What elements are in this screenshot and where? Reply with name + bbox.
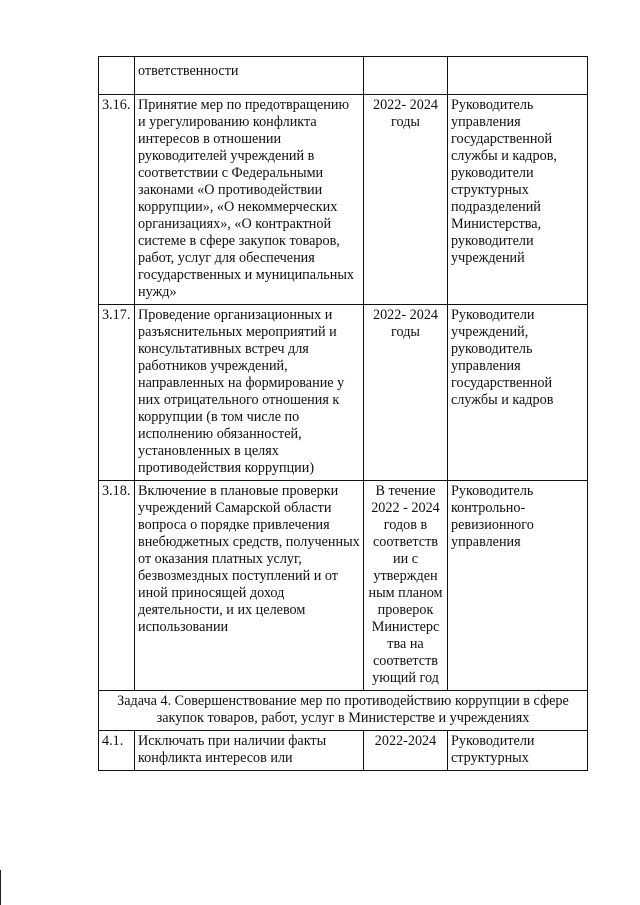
term-cell: 2022- 2024 годы	[364, 95, 448, 305]
measure-cell: ответственности	[135, 57, 364, 95]
anticorruption-plan-table	[98, 56, 588, 771]
row-number: 3.16.	[99, 95, 135, 305]
measure-cell: Принятие мер по предотвращению и урегулированию конфликта интересов в отношении руководителей учреждений в соответствии с Федеральными законами «О противодействии коррупции», «О некоммерческих организациях», «О контрактной системе в сфере закупок товаров, работ, услуг для обеспечения государственных и муниципальных нужд»	[135, 95, 364, 305]
table-row	[99, 57, 588, 95]
table-row	[99, 731, 588, 771]
table-row	[99, 95, 588, 305]
task-heading: Задача 4. Совершенствование мер по противодействию коррупции в сфере закупок товаров, работ, услуг в Министерстве и учреждениях	[99, 691, 588, 731]
row-number: 3.17.	[99, 305, 135, 481]
task-row	[99, 691, 588, 731]
term-cell: 2022- 2024 годы	[364, 305, 448, 481]
responsible-cell	[448, 57, 588, 95]
measure-cell: Исключать при наличии факты конфликта интересов или	[135, 731, 364, 771]
scan-edge-mark	[0, 870, 1, 905]
row-number	[99, 57, 135, 95]
responsible-cell: Руководитель управления государственной службы и кадров, руководители структурных подразделений Министерства, руководители учреждений	[448, 95, 588, 305]
row-number: 4.1.	[99, 731, 135, 771]
table-row	[99, 305, 588, 481]
row-number: 3.18.	[99, 481, 135, 691]
term-cell: 2022-2024	[364, 731, 448, 771]
responsible-cell: Руководители структурных	[448, 731, 588, 771]
table-row	[99, 481, 588, 691]
measure-cell: Проведение организационных и разъяснительных мероприятий и консультативных встреч для работников учреждений, направленных на формирование у них отрицательного отношения к коррупции (в том числе по исполнению обязанностей, установленных в целях противодействия коррупции)	[135, 305, 364, 481]
term-cell	[364, 57, 448, 95]
responsible-cell: Руководитель контрольно-ревизионного управления	[448, 481, 588, 691]
measure-cell: Включение в плановые проверки учреждений Самарской области вопроса о порядке привлечения внебюджетных средств, полученных от оказания платных услуг, безвозмездных поступлений и от иной приносящей доход деятельности, и их целевом использовании	[135, 481, 364, 691]
term-cell: В течение 2022 - 2024 годов в соответств ии с утвержден ным планом проверок Министерс тва на соответств ующий год	[364, 481, 448, 691]
responsible-cell: Руководители учреждений, руководитель управления государственной службы и кадров	[448, 305, 588, 481]
